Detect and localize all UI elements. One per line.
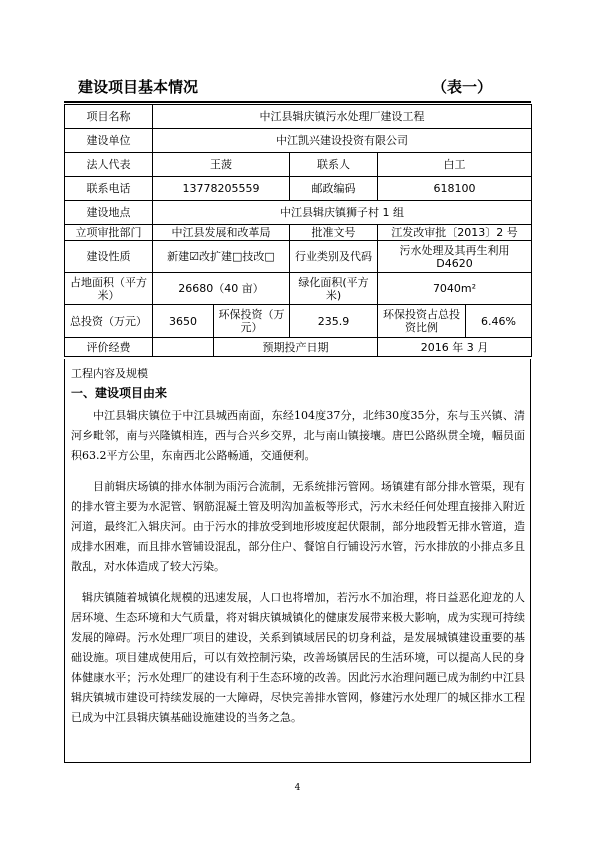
- table-row: [65, 201, 532, 225]
- postcode: 618100: [378, 177, 532, 201]
- cell-label: 绿化面积(平方米): [290, 273, 378, 305]
- table-number: （表一）: [432, 78, 493, 96]
- header-rule: [64, 101, 531, 103]
- cell-label: 联系电话: [65, 177, 153, 201]
- table-row: [65, 129, 532, 153]
- paragraph: 目前辑庆场镇的排水体制为雨污合流制，无系统排污管网。场镇建有部分排水管渠，现有的排水管主要为水泥管、钢筋混凝土管及明沟加盖板等形式，污水未经任何处理直接排入附近河道，最终汇入辑庆河。由于污水的排放受到地形坡度起伏限制，部分地段暂无排水管道，造成排水困难，而且排水管铺设混乱，部分住户、餐馆自行铺设污水管，污水排放的小排点多且散乱，对水体造成了较大污染。: [71, 480, 525, 573]
- page-number: 4: [294, 783, 301, 793]
- cell-label: 评价经费: [65, 338, 153, 357]
- industry-code: 污水处理及其再生利用 D4620: [378, 241, 532, 273]
- approval-no: 江发改审批〔2013〕2 号: [378, 225, 532, 241]
- table-row: [65, 105, 532, 129]
- legal-rep: 王菠: [153, 153, 290, 177]
- approval-dept: 中江县发展和改革局: [153, 225, 290, 241]
- subsection-title: 一、建设项目由来: [71, 386, 168, 400]
- operation-date: 2016 年 3 月: [378, 338, 532, 357]
- phone: 13778205559: [153, 177, 290, 201]
- cell-label: 立项审批部门: [65, 225, 153, 241]
- cell-label: 建设单位: [65, 129, 153, 153]
- cell-label: 预期投产日期: [214, 338, 378, 357]
- table-row: [65, 241, 532, 273]
- cell-label: 法人代表: [65, 153, 153, 177]
- contact: 白工: [378, 153, 532, 177]
- cell-label: 建设性质: [65, 241, 153, 273]
- eval-fee: [153, 338, 214, 357]
- cell-label: 联系人: [290, 153, 378, 177]
- construction-nature: 新建☑改扩建□技改□: [153, 241, 290, 273]
- land-area: 26680（40 亩）: [153, 273, 290, 305]
- project-name: 中江县辑庆镇污水处理厂建设工程: [153, 105, 532, 129]
- cell-label: 环保投资占总投资比例: [378, 305, 466, 338]
- table-row: [65, 225, 532, 241]
- table-row: [65, 177, 532, 201]
- green-area: 7040m²: [378, 273, 532, 305]
- cell-label: 环保投资（万元）: [214, 305, 290, 338]
- env-investment: 235.9: [290, 305, 378, 338]
- paragraph: 中江县辑庆镇位于中江县城西南面，东经104度37分，北纬30度35分，东与玉兴镇、清河乡毗邻，南与兴隆镇相连，西与合兴乡交界，北与南山镇接壤。唐巴公路纵贯全境，幅员面积63.2平方公里，东南西北公路畅通，交通便利。: [71, 409, 525, 462]
- table-row: [65, 153, 532, 177]
- cell-label: 建设地点: [65, 201, 153, 225]
- section-title: 工程内容及规模: [71, 367, 148, 380]
- location: 中江县辑庆镇狮子村 1 组: [153, 201, 532, 225]
- table-row: [65, 273, 532, 305]
- table-row: [65, 305, 532, 338]
- page-title: 建设项目基本情况: [78, 78, 199, 96]
- paragraph: 辑庆镇随着城镇化规模的迅速发展，人口也将增加，若污水不加治理，将日益恶化迎龙的人居环境、生态环境和大气质量，将对辑庆镇城镇化的健康发展带来极大影响，成为实现可持续发展的障碍。污水处理厂项目的建设，关系到镇域居民的切身利益，是发展城镇建设重要的基础设施。项目建成使用后，可以有效控制污染，改善场镇居民的生活环境，可以提高人民的身体健康水平；污水处理厂的建设有利于生态环境的改善。因此污水治理问题已成为制约中江县辑庆镇城市建设可持续发展的一大障碍，尽快完善排水管网，修建污水处理厂的城区排水工程已成为中江县辑庆镇基础设施建设的当务之急。: [71, 591, 525, 724]
- cell-label: 总投资（万元）: [65, 305, 153, 338]
- cell-label: 邮政编码: [290, 177, 378, 201]
- env-ratio: 6.46%: [466, 305, 532, 338]
- project-info-table: [64, 104, 532, 357]
- total-investment: 3650: [153, 305, 214, 338]
- cell-label: 占地面积（平方米）: [65, 273, 153, 305]
- table-row: [65, 338, 532, 357]
- cell-label: 批准文号: [290, 225, 378, 241]
- construction-unit: 中江凯兴建设投资有限公司: [153, 129, 532, 153]
- cell-label: 行业类别及代码: [290, 241, 378, 273]
- cell-label: 项目名称: [65, 105, 153, 129]
